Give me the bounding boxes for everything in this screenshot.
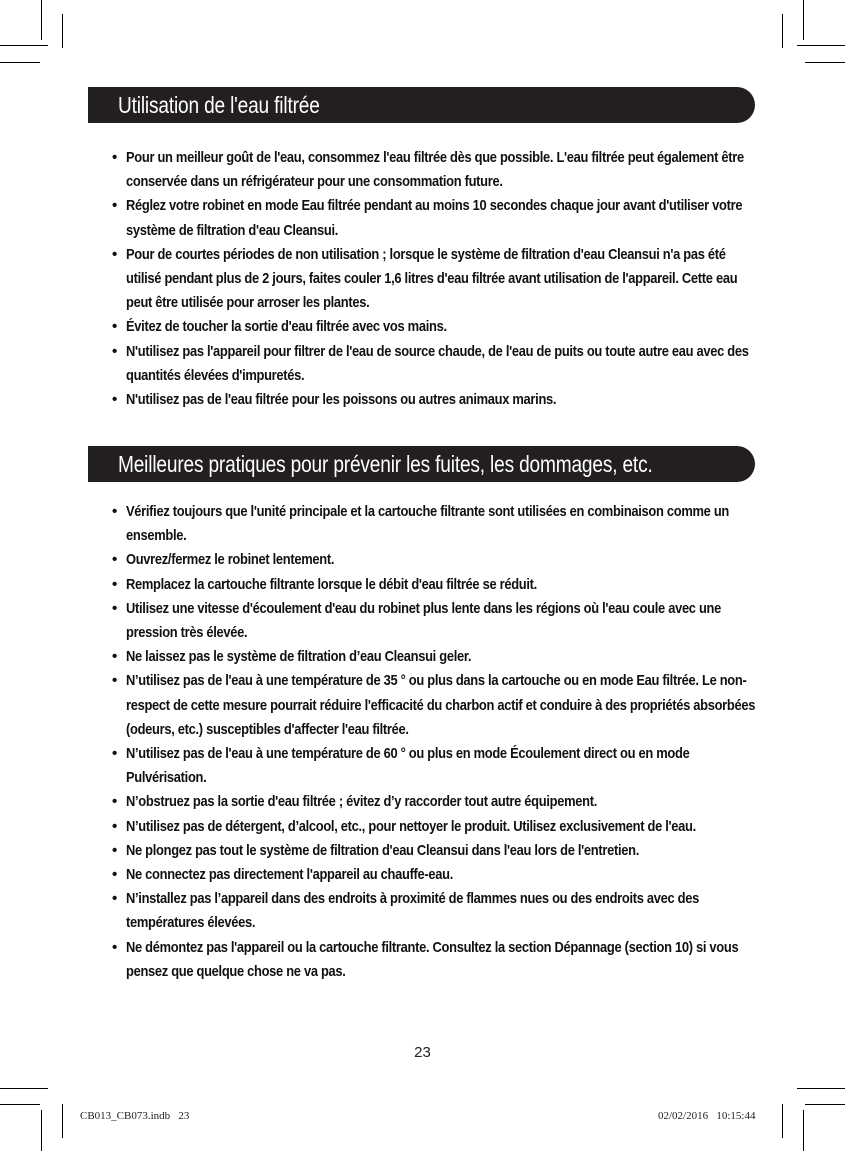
list-item: • N'utilisez pas l'appareil pour filtrer de l'eau de source chaude, de l'eau de puits ou toute autre eau avec des quantités élevées d'impuretés.	[112, 340, 762, 388]
list-item: • N’obstruez pas la sortie d'eau filtrée ; évitez d’y raccorder tout autre équipement.	[112, 790, 762, 814]
section-title: Meilleures pratiques pour prévenir les fuites, les dommages, etc.	[118, 451, 653, 477]
footer-timestamp: 02/02/2016 10:15:44	[658, 1110, 756, 1122]
crop-mark	[41, 1110, 42, 1151]
section-header-filtered-water	[88, 87, 755, 123]
list-item: • Pour de courtes périodes de non utilisation ; lorsque le système de filtration d'eau Cleansui n'a pas été utilisé pendant plus de 2 jours, faites couler 1,6 litres d'eau filtrée avant utilisation de l'appareil. Cette eau peut être utilisée pour arroser les plantes.	[112, 243, 762, 316]
list-item: • N’utilisez pas de détergent, d’alcool, etc., pour nettoyer le produit. Utilisez exclusivement de l'eau.	[112, 815, 762, 839]
list-item: • Réglez votre robinet en mode Eau filtrée pendant au moins 10 secondes chaque jour avant d'utiliser votre système de filtration d'eau Cleansui.	[112, 194, 762, 242]
crop-mark	[782, 1104, 783, 1138]
list-item: • Évitez de toucher la sortie d'eau filtrée avec vos mains.	[112, 315, 762, 339]
list-item: • Ouvrez/fermez le robinet lentement.	[112, 548, 762, 572]
section-header-best-practices	[88, 446, 755, 482]
crop-mark	[803, 1110, 804, 1151]
list-item: • Ne démontez pas l'appareil ou la cartouche filtrante. Consultez la section Dépannage (section 10) si vous pensez que quelque chose ne va pas.	[112, 936, 762, 984]
list-item: • Ne laissez pas le système de filtration d’eau Cleansui geler.	[112, 645, 762, 669]
list-item: • Pour un meilleur goût de l'eau, consommez l'eau filtrée dès que possible. L'eau filtrée peut également être conservée dans un réfrigérateur pour une consommation future.	[112, 146, 762, 194]
crop-mark	[797, 1088, 845, 1089]
page-number: 23	[414, 1044, 431, 1061]
list-item: • N'utilisez pas de l'eau filtrée pour les poissons ou autres animaux marins.	[112, 388, 762, 412]
crop-mark	[62, 14, 63, 48]
crop-mark	[62, 1104, 63, 1138]
crop-mark	[0, 1088, 48, 1089]
list-item: • Ne plongez pas tout le système de filtration d'eau Cleansui dans l'eau lors de l'entretien.	[112, 839, 762, 863]
crop-mark	[0, 45, 48, 46]
footer-file-name: CB013_CB073.indb 23	[80, 1110, 190, 1122]
crop-mark	[805, 1104, 845, 1105]
crop-mark	[805, 62, 845, 63]
crop-mark	[782, 14, 783, 48]
crop-mark	[0, 62, 40, 63]
list-item: • Utilisez une vitesse d'écoulement d'eau du robinet plus lente dans les régions où l'eau coule avec une pression très élevée.	[112, 597, 762, 645]
list-item: • N’utilisez pas de l'eau à une température de 35 ° ou plus dans la cartouche ou en mode Eau filtrée. Le non-respect de cette mesure pourrait réduire l'efficacité du charbon actif et conduire à des propriétés absorbées (odeurs, etc.) susceptibles d'affecter l'eau filtrée.	[112, 669, 762, 742]
crop-mark	[797, 45, 845, 46]
list-item: • N’installez pas l’appareil dans des endroits à proximité de flammes nues ou des endroits avec des températures élevées.	[112, 887, 762, 935]
section-title: Utilisation de l'eau filtrée	[118, 92, 320, 118]
filtered-water-list	[112, 146, 762, 412]
crop-mark	[0, 1104, 40, 1105]
list-item: • Remplacez la cartouche filtrante lorsque le débit d'eau filtrée se réduit.	[112, 573, 762, 597]
list-item: • N’utilisez pas de l'eau à une température de 60 ° ou plus en mode Écoulement direct ou en mode Pulvérisation.	[112, 742, 762, 790]
crop-mark	[41, 0, 42, 40]
list-item: • Vérifiez toujours que l'unité principale et la cartouche filtrante sont utilisées en combinaison comme un ensemble.	[112, 500, 762, 548]
crop-mark	[803, 0, 804, 40]
best-practices-list	[112, 500, 762, 984]
list-item: • Ne connectez pas directement l'appareil au chauffe-eau.	[112, 863, 762, 887]
